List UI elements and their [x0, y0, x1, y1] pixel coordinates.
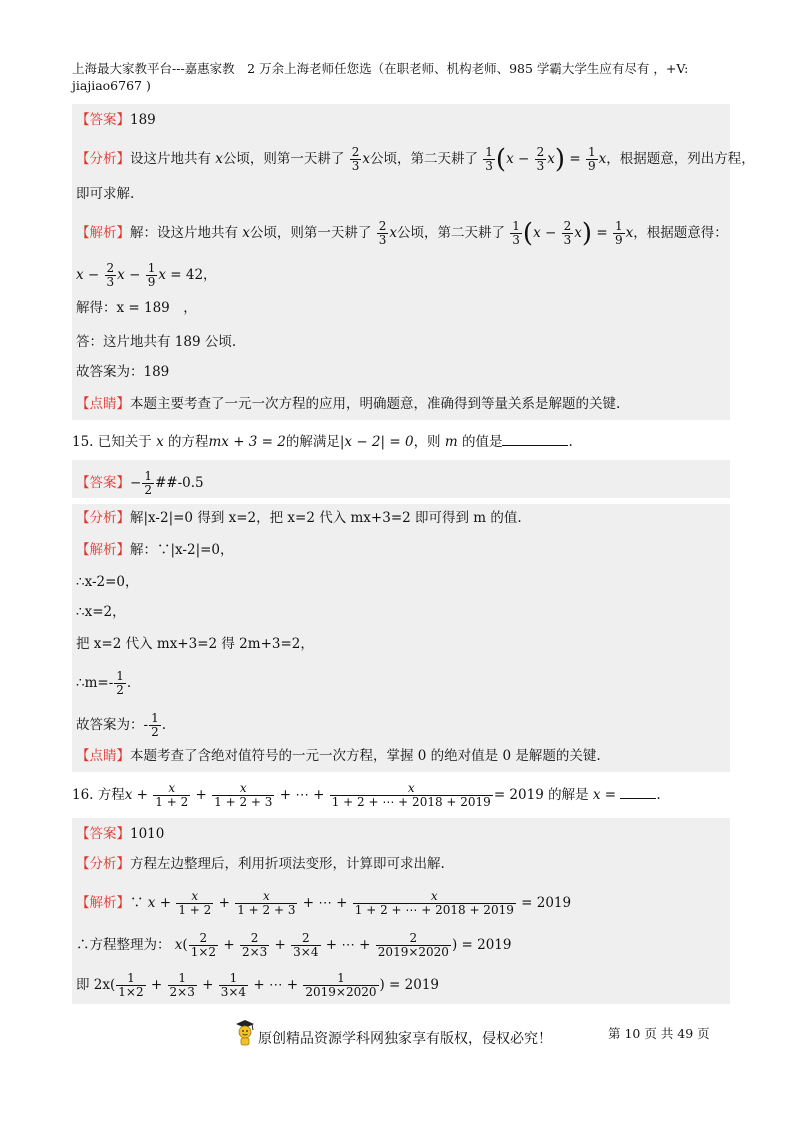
- q15-step-5: ∴m=- $\frac{1}{2}$ .: [76, 669, 132, 697]
- q15-final: 故答案为：- $\frac{1}{2}$ .: [76, 711, 166, 739]
- header-line-2: jiajiao6767 ): [72, 78, 151, 93]
- q14-comment: 【点睛】本题主要考查了一元一次方程的应用，明确题意，准确得到等量关系是解题的关键.: [76, 396, 621, 412]
- q14-analysis-cont: 即可求解.: [76, 186, 135, 202]
- q16-simplify: ∴方程整理为： x( $\frac{2}{1\times 2}$ + $\frac{2}{2\times 3}$ + $\frac{2}{3\times 4}$ + ⋯ + $\frac{2}{2019\times 2020}$ ) = 2019: [76, 931, 512, 959]
- q16-analysis: 【分析】方程左边整理后，利用折项法变形，计算即可求出解.: [76, 856, 445, 872]
- header-line-1: 上海最大家教平台---嘉惠家教 2 万余上海老师任您选（在职老师、机构老师、985 学霸大学生应有尽有 ，+V:: [72, 61, 689, 76]
- q14-analysis: 【分析】设这片地共有 x公顷，则第一天耕了 $\frac{2}{3}$ x公顷，第二天耕了 $\frac{1}{3}$ (x − $\frac{2}{3}$ x) = $\frac{1}{9}$ x，根据题意，列出方程，: [76, 144, 755, 175]
- q15-step-4: 把 x=2 代入 mx+3=2 得 2m+3=2，: [76, 636, 314, 652]
- analysis-tag: 【分析】: [76, 151, 130, 167]
- q16-then: 即 2x( $\frac{1}{1\times 2}$ + $\frac{1}{2\times 3}$ + $\frac{1}{3\times 4}$ + ⋯ + $\frac{1}{2019\times 2020}$ ) = 2019: [76, 971, 440, 999]
- q14-equation: x − $\frac{2}{3}$ x − $\frac{1}{9}$ x = 42，: [76, 261, 217, 289]
- answer-blank[interactable]: [502, 433, 568, 446]
- mascot-logo-icon: [234, 1018, 256, 1046]
- q16-solution: 【解析】∵ x + $\frac{x}{1 + 2}$ + $\frac{x}{1 + 2 + 3}$ + ⋯ + $\frac{x}{1 + 2 + \cdots + 2018 + 2019}$ = 2019: [76, 889, 572, 917]
- page-header: [72, 60, 732, 94]
- q15-analysis: 【分析】解|x-2|=0 得到 x=2，把 x=2 代入 mx+3=2 即可得到 m 的值.: [76, 510, 522, 526]
- q15-comment: 【点睛】本题考查了含绝对值符号的一元一次方程，掌握 0 的绝对值是 0 是解题的关键.: [76, 748, 601, 764]
- q14-answer: 【答案】189: [76, 112, 156, 128]
- page-number: 第 10 页 共 49 页: [608, 1026, 710, 1041]
- q14-reply: 答：这片地共有 189 公顷.: [76, 334, 237, 350]
- q15-stem: 15. 已知关于 x 的方程mx + 3 = 2的解满足|x − 2| = 0，则 m 的值是 .: [72, 434, 573, 450]
- q14-final: 故答案为：189: [76, 364, 170, 380]
- solution-tag: 【解析】: [76, 225, 130, 241]
- q15-step-2: ∴x-2=0，: [76, 574, 139, 590]
- q15-step-3: ∴x=2，: [76, 604, 126, 620]
- q15-solution: 【解析】解：∵|x-2|=0，: [76, 542, 234, 558]
- q14-solved: 解得：x = 189 ，: [76, 300, 197, 316]
- answer-tag: 【答案】: [76, 112, 130, 128]
- q16-answer: 【答案】1010: [76, 826, 165, 842]
- q14-solution: 【解析】解：设这片地共有 x公顷，则第一天耕了 $\frac{2}{3}$ x公顷，第二天耕了 $\frac{1}{3}$ (x − $\frac{2}{3}$ x) = $\frac{1}{9}$ x，根据题意得：: [76, 218, 728, 249]
- comment-tag: 【点睛】: [76, 396, 130, 412]
- answer-blank[interactable]: [620, 786, 656, 799]
- q15-answer: 【答案】− $\frac{1}{2}$ ##-0.5: [76, 469, 204, 497]
- copyright-notice: 原创精品资源学科网独家享有版权，侵权必究！: [258, 1031, 552, 1047]
- q16-stem: 16. 方程x + $\frac{x}{1 + 2}$ + $\frac{x}{1 + 2 + 3}$ + ⋯ + $\frac{x}{1 + 2 + \cdots + 2018 + 2019}$ = 2019 的解是 x = .: [72, 781, 661, 809]
